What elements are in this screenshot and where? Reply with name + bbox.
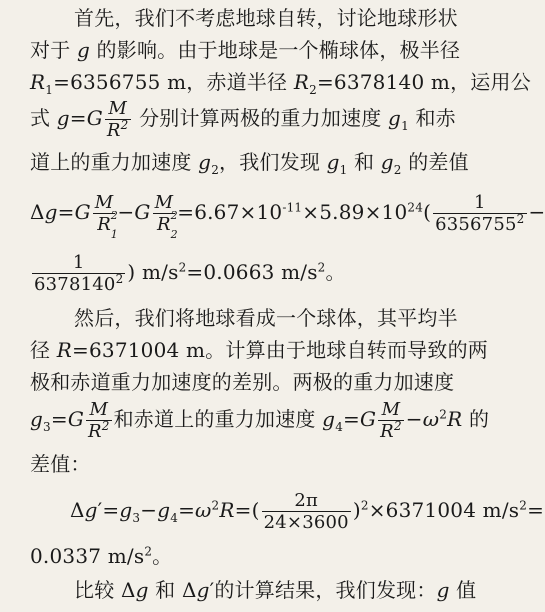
p3-line-1: 比较 Δg 和 Δg′的计算结果，我们发现：g 值: [74, 578, 477, 602]
p1-line-4-formula: 式 g=G $\frac{M}{R^2}$ 分别计算两极的重力加速度 $g_1$ 和赤: [30, 97, 456, 141]
p2-line-4-formula: $g_3=G$ $\frac{M}{R^2}$ 和赤道上的重力加速度 $g_4=G$ $\frac{M}{R^2}$ $-\omega^2R$ 的: [30, 398, 490, 442]
p1-equation-1: Δg=G M R 2 1 −G M R 2 2 $=6.67\times 10^{-11}\times 5.89\times 10^{24}$( $\frac{1}{6356755^2}$ −: [30, 191, 545, 241]
p1-line-3: $R_1=6356755$ m，赤道半径 $R_2=6378140$ m，运用公: [30, 70, 531, 97]
p1-line-5: 道上的重力加速度 $g_2$，我们发现 $g_1$ 和 $g_2$ 的差值: [30, 150, 469, 177]
p2-line-1: 然后，我们将地球看成一个球体，其平均半: [74, 306, 458, 330]
p2-line-3: 极和赤道重力加速度的差别。两极的重力加速度: [30, 370, 455, 394]
p2-line-7: 0.0337 $m/s^2$。: [30, 544, 173, 568]
p1-equation-2: $\frac{1}{6378140^2}$ ) $m/s^2=0.0663$ $m/s^2$。: [34, 251, 346, 295]
p2-line-2: 径 R=6371004 m。计算由于地球自转而导致的两: [30, 338, 488, 362]
p2-line-5: 差值：: [30, 452, 91, 476]
p2-equation: $\Delta g'=g_3-g_4=\omega^2R=$( $\frac{2\pi}{24\times 3600}$ )$^2$×6371004 $m/s^2=$: [70, 489, 545, 533]
p1-line-2: 对于 g 的影响。由于地球是一个椭球体，极半径: [30, 38, 461, 62]
p1-line-1: 首先，我们不考虑地球自转，讨论地球形状: [74, 6, 458, 30]
